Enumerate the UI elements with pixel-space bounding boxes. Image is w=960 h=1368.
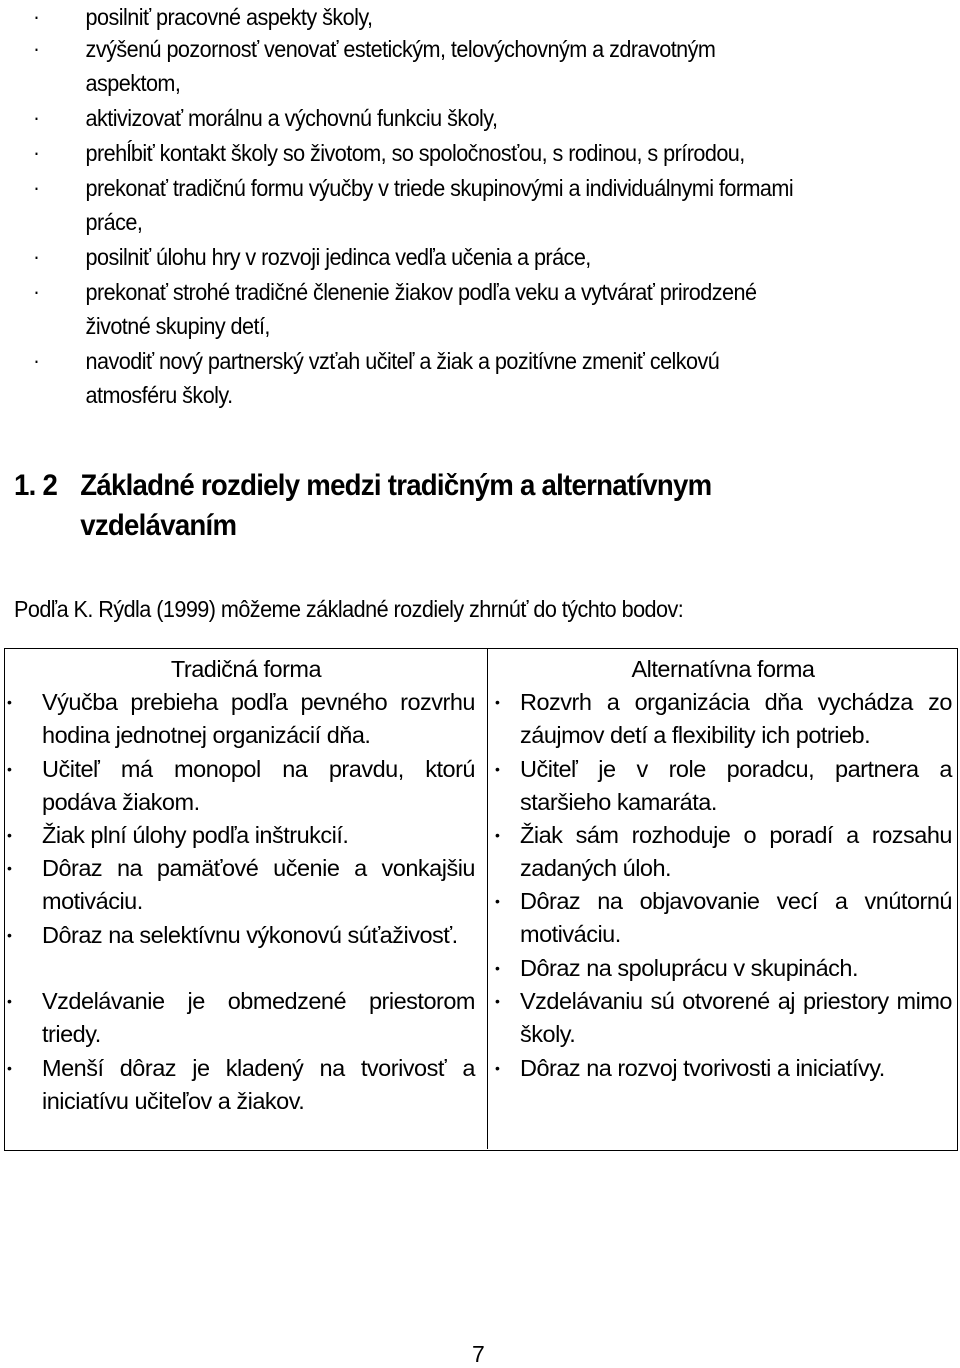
list-item-text: Učiteľ je v role poradcu, partnera a staršieho kamaráta.: [520, 756, 952, 815]
traditional-column-header: Tradičná forma: [170, 656, 322, 682]
list-item-text: Dôraz na objavovanie vecí a vnútornú motiváciu.: [520, 888, 952, 947]
list-item-text: navodiť nový partnerský vzťah učiteľ a žiak a pozitívne zmeniť celkovú atmosféru školy.: [85, 348, 720, 408]
bullet-dot: •: [7, 993, 12, 1009]
bullet-mark: ·: [33, 4, 40, 29]
bullet-dot: •: [7, 694, 12, 710]
alternative-column-header: Alternatívna forma: [631, 656, 815, 682]
list-item-text: posilniť úlohu hry v rozvoji jedinca vedľa učenia a práce,: [85, 244, 591, 270]
bullet-dot: •: [7, 827, 12, 843]
bullet-dot: •: [495, 761, 500, 777]
list-item-text: Dôraz na rozvoj tvorivosti a iniciatívy.: [520, 1055, 885, 1081]
list-item-text: Vzdelávaniu sú otvorené aj priestory mimo školy.: [520, 988, 952, 1047]
bullet-dot: •: [495, 893, 500, 909]
bullet-dot: •: [7, 860, 12, 876]
bullet-dot: •: [495, 993, 500, 1009]
list-item-text: posilniť pracovné aspekty školy,: [85, 4, 373, 30]
bullet-dot: •: [7, 927, 12, 943]
list-item-text: Žiak plní úlohy podľa inštrukcií.: [42, 822, 349, 848]
list-item-text: aktivizovať morálnu a výchovnú funkciu školy,: [85, 105, 498, 131]
bullet-mark: ·: [33, 36, 40, 61]
bullet-mark: ·: [33, 175, 40, 200]
bullet-mark: ·: [33, 279, 40, 304]
page-number: 7: [472, 1341, 485, 1367]
list-item-text: Žiak sám rozhoduje o poradí a rozsahu zadaných úloh.: [520, 822, 952, 881]
bullet-mark: ·: [33, 244, 40, 269]
list-item-text: Dôraz na pamäťové učenie a vonkajšiu motiváciu.: [42, 855, 475, 914]
bullet-dot: •: [495, 827, 500, 843]
list-item-text: Vzdelávanie je obmedzené priestorom triedy.: [42, 988, 475, 1047]
list-item-text: Dôraz na spoluprácu v skupinách.: [520, 955, 859, 981]
bullet-mark: ·: [33, 348, 40, 373]
list-item-text: Rozvrh a organizácia dňa vychádza zo záujmov detí a flexibility ich potrieb.: [520, 689, 952, 748]
column-divider: [487, 649, 488, 1149]
list-item-text: zvýšenú pozornosť venovať estetickým, telovýchovným a zdravotným aspektom,: [85, 36, 716, 96]
list-item-text: Výučba prebieha podľa pevného rozvrhu hodina jednotnej organizácií dňa.: [42, 689, 475, 748]
bullet-dot: •: [7, 1060, 12, 1076]
comparison-table: [4, 648, 958, 1151]
list-item-text: prekonať tradičnú formu výučby v triede skupinovými a individuálnymi formami práce,: [85, 175, 794, 235]
list-item-text: prehĺbiť kontakt školy so životom, so spoločnosťou, s rodinou, s prírodou,: [85, 140, 745, 166]
bullet-dot: •: [495, 694, 500, 710]
list-item-text: Dôraz na selektívnu výkonovú súťaživosť.: [42, 922, 458, 948]
bullet-dot: •: [495, 960, 500, 976]
list-item-text: Menší dôraz je kladený na tvorivosť a iniciatívu učiteľov a žiakov.: [42, 1055, 475, 1114]
bullet-dot: •: [7, 761, 12, 777]
bullet-dot: •: [495, 1060, 500, 1076]
section-number: 1. 2: [14, 469, 58, 502]
bullet-mark: ·: [33, 140, 40, 165]
bullet-mark: ·: [33, 105, 40, 130]
intro-paragraph: Podľa K. Rýdla (1999) môžeme základné rozdiely zhrnúť do týchto bodov:: [14, 596, 684, 622]
section-title: Základné rozdiely medzi tradičným a alternatívnym vzdelávaním: [80, 469, 712, 542]
list-item-text: Učiteľ má monopol na pravdu, ktorú podáva žiakom.: [42, 756, 475, 815]
list-item-text: prekonať strohé tradičné členenie žiakov podľa veku a vytvárať prirodzené životné skupiny detí,: [85, 279, 757, 339]
